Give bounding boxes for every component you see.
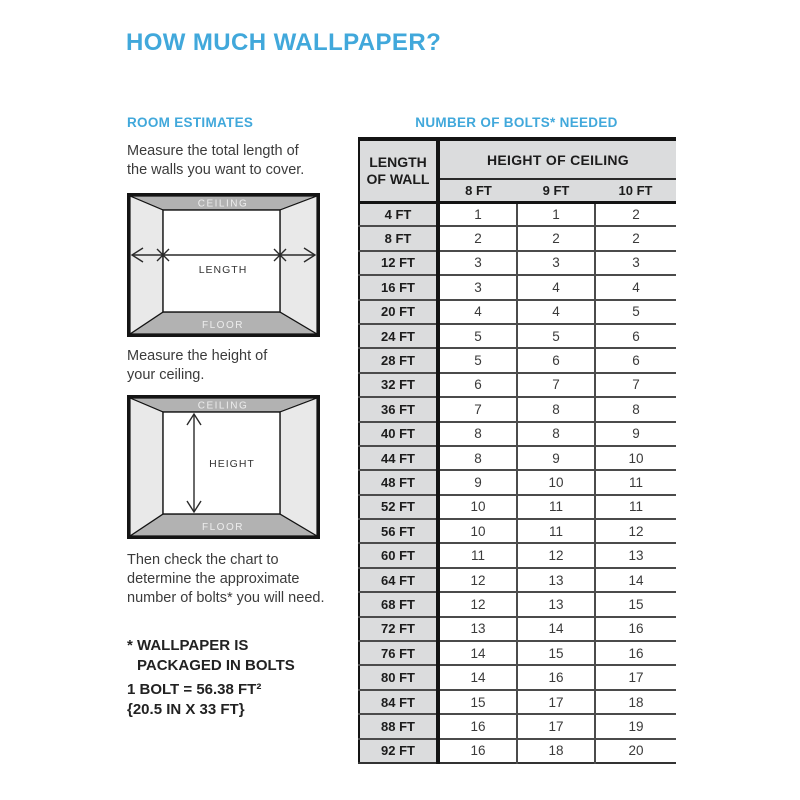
bolt-count-cell: 3	[438, 275, 517, 299]
wall-length-cell: 16 FT	[359, 275, 438, 299]
length-of-wall-header	[359, 139, 438, 202]
bolt-count-cell: 6	[595, 324, 676, 348]
left-wall-panel	[130, 398, 163, 536]
table-row	[359, 641, 676, 665]
height-label: HEIGHT	[209, 458, 255, 470]
step1-line2: the walls you want to cover.	[127, 162, 305, 178]
table-row	[359, 348, 676, 372]
bolt-count-cell: 7	[517, 373, 595, 397]
wall-length-cell: 80 FT	[359, 665, 438, 689]
bolt-count-cell: 15	[517, 641, 595, 665]
table-row	[359, 739, 676, 763]
bolt-count-cell: 16	[595, 617, 676, 641]
bolt-count-cell: 16	[595, 641, 676, 665]
bolt-count-cell: 18	[517, 739, 595, 763]
bolt-count-cell: 5	[438, 324, 517, 348]
wall-length-cell: 64 FT	[359, 568, 438, 592]
bolt-count-cell: 3	[595, 251, 676, 275]
bolt-count-cell: 17	[595, 665, 676, 689]
wall-length-cell: 68 FT	[359, 592, 438, 616]
bolt-size-info	[127, 680, 261, 720]
bolt-count-cell: 16	[438, 714, 517, 738]
wall-length-cell: 48 FT	[359, 470, 438, 494]
table-row	[359, 690, 676, 714]
wall-length-cell: 88 FT	[359, 714, 438, 738]
room-length-diagram	[127, 193, 320, 337]
ceiling-label: CEILING	[197, 198, 249, 210]
bolt-count-cell: 17	[517, 690, 595, 714]
table-row	[359, 202, 676, 226]
table-row	[359, 324, 676, 348]
bolt-count-cell: 12	[517, 543, 595, 567]
step3-line2: determine the approximate	[127, 571, 300, 587]
table-row	[359, 592, 676, 616]
bolt-count-cell: 14	[438, 641, 517, 665]
table-row	[359, 665, 676, 689]
bolt-count-cell: 7	[595, 373, 676, 397]
wall-length-cell: 84 FT	[359, 690, 438, 714]
height-of-ceiling-header: HEIGHT OF CEILING	[438, 139, 676, 179]
ceiling-label: CEILING	[197, 400, 249, 412]
bolt-info-line1: 1 BOLT = 56.38 FT²	[127, 681, 262, 698]
bolt-count-cell: 16	[438, 739, 517, 763]
bolt-count-cell: 15	[595, 592, 676, 616]
bolt-count-cell: 5	[517, 324, 595, 348]
bolt-count-cell: 8	[438, 446, 517, 470]
bolt-count-cell: 17	[517, 714, 595, 738]
right-wall-panel	[280, 196, 317, 334]
bolt-count-cell: 3	[517, 251, 595, 275]
wall-length-cell: 8 FT	[359, 226, 438, 250]
floor-label: FLOOR	[202, 522, 244, 533]
bolt-count-cell: 8	[595, 397, 676, 421]
room-estimates-heading: ROOM ESTIMATES	[127, 115, 254, 130]
bolt-count-cell: 9	[595, 422, 676, 446]
bolt-count-cell: 1	[438, 202, 517, 226]
bolt-count-cell: 7	[438, 397, 517, 421]
step2-instruction	[127, 347, 267, 385]
step2-line2: your ceiling.	[127, 367, 205, 383]
wall-length-cell: 72 FT	[359, 617, 438, 641]
wall-length-cell: 4 FT	[359, 202, 438, 226]
wall-length-cell: 36 FT	[359, 397, 438, 421]
table-row	[359, 251, 676, 275]
bolt-count-cell: 12	[595, 519, 676, 543]
bolt-count-cell: 4	[517, 275, 595, 299]
bolt-count-cell: 2	[595, 202, 676, 226]
bolt-count-cell: 2	[438, 226, 517, 250]
bolt-count-cell: 14	[517, 617, 595, 641]
bolt-info-line2: {20.5 IN X 33 FT}	[127, 701, 245, 718]
step2-line1: Measure the height of	[127, 348, 268, 364]
bolt-count-cell: 4	[438, 300, 517, 324]
bolt-count-cell: 4	[595, 275, 676, 299]
bolt-count-cell: 15	[438, 690, 517, 714]
table-row	[359, 617, 676, 641]
table-row	[359, 422, 676, 446]
bolt-count-cell: 10	[517, 470, 595, 494]
step1-line1: Measure the total length of	[127, 143, 299, 159]
bolt-count-cell: 5	[595, 300, 676, 324]
table-row	[359, 495, 676, 519]
table-row	[359, 568, 676, 592]
bolt-count-cell: 5	[438, 348, 517, 372]
table-row	[359, 226, 676, 250]
bolt-count-cell: 12	[438, 568, 517, 592]
bolt-count-cell: 16	[517, 665, 595, 689]
table-row	[359, 275, 676, 299]
table-header-row	[359, 139, 676, 179]
wall-length-cell: 24 FT	[359, 324, 438, 348]
step3-instruction	[127, 551, 324, 608]
wall-length-cell: 40 FT	[359, 422, 438, 446]
bolt-count-cell: 3	[438, 251, 517, 275]
bolt-count-cell: 9	[438, 470, 517, 494]
wall-length-cell: 56 FT	[359, 519, 438, 543]
wall-length-cell: 92 FT	[359, 739, 438, 763]
footnote-line1: * WALLPAPER IS	[127, 637, 249, 654]
bolt-count-cell: 4	[517, 300, 595, 324]
bolt-count-cell: 11	[595, 495, 676, 519]
bolt-count-cell: 14	[595, 568, 676, 592]
bolt-count-cell: 2	[517, 226, 595, 250]
table-row	[359, 300, 676, 324]
wall-length-cell: 32 FT	[359, 373, 438, 397]
bolt-count-cell: 6	[438, 373, 517, 397]
length-label: LENGTH	[198, 264, 248, 276]
wallpaper-bolts-footnote	[127, 636, 295, 676]
bolts-needed-table	[358, 137, 676, 764]
table-row	[359, 397, 676, 421]
bolt-count-cell: 13	[438, 617, 517, 641]
wall-length-cell: 44 FT	[359, 446, 438, 470]
bolts-table-heading: NUMBER OF BOLTS* NEEDED	[415, 115, 618, 130]
wall-length-cell: 76 FT	[359, 641, 438, 665]
bolt-count-cell: 20	[595, 739, 676, 763]
bolt-count-cell: 11	[438, 543, 517, 567]
bolt-count-cell: 6	[595, 348, 676, 372]
step1-instruction	[127, 142, 304, 180]
table-row	[359, 543, 676, 567]
bolt-count-cell: 14	[438, 665, 517, 689]
bolt-count-cell: 11	[517, 519, 595, 543]
right-wall-panel	[280, 398, 317, 536]
bolt-count-cell: 8	[517, 397, 595, 421]
bolt-count-cell: 19	[595, 714, 676, 738]
bolt-count-cell: 10	[438, 519, 517, 543]
bolt-count-cell: 9	[517, 446, 595, 470]
table-row	[359, 373, 676, 397]
length-of-wall-line2: OF WALL	[366, 170, 430, 187]
page-title: HOW MUCH WALLPAPER?	[126, 29, 442, 56]
bolt-count-cell: 13	[517, 568, 595, 592]
table-row	[359, 714, 676, 738]
ceiling-9ft-header: 9 FT	[517, 179, 595, 202]
length-of-wall-line1: LENGTH	[369, 153, 427, 170]
step3-line3: number of bolts* you will need.	[127, 590, 325, 606]
table-row	[359, 519, 676, 543]
bolt-count-cell: 10	[438, 495, 517, 519]
bolt-count-cell: 18	[595, 690, 676, 714]
bolt-count-cell: 8	[517, 422, 595, 446]
table-row	[359, 470, 676, 494]
room-height-diagram	[127, 395, 320, 539]
bolt-count-cell: 13	[595, 543, 676, 567]
bolt-count-cell: 1	[517, 202, 595, 226]
wall-length-cell: 28 FT	[359, 348, 438, 372]
wall-length-cell: 60 FT	[359, 543, 438, 567]
back-wall-panel	[163, 210, 280, 312]
wall-length-cell: 12 FT	[359, 251, 438, 275]
bolt-count-cell: 2	[595, 226, 676, 250]
table-row	[359, 446, 676, 470]
bolt-count-cell: 11	[595, 470, 676, 494]
bolt-count-cell: 11	[517, 495, 595, 519]
floor-label: FLOOR	[202, 320, 244, 331]
footnote-line2: PACKAGED IN BOLTS	[137, 657, 295, 674]
ceiling-8ft-header: 8 FT	[438, 179, 517, 202]
ceiling-10ft-header: 10 FT	[595, 179, 676, 202]
wall-length-cell: 52 FT	[359, 495, 438, 519]
step3-line1: Then check the chart to	[127, 552, 279, 568]
left-wall-panel	[130, 196, 163, 334]
bolt-count-cell: 12	[438, 592, 517, 616]
bolt-count-cell: 10	[595, 446, 676, 470]
wall-length-cell: 20 FT	[359, 300, 438, 324]
bolt-count-cell: 8	[438, 422, 517, 446]
bolt-count-cell: 13	[517, 592, 595, 616]
bolt-count-cell: 6	[517, 348, 595, 372]
